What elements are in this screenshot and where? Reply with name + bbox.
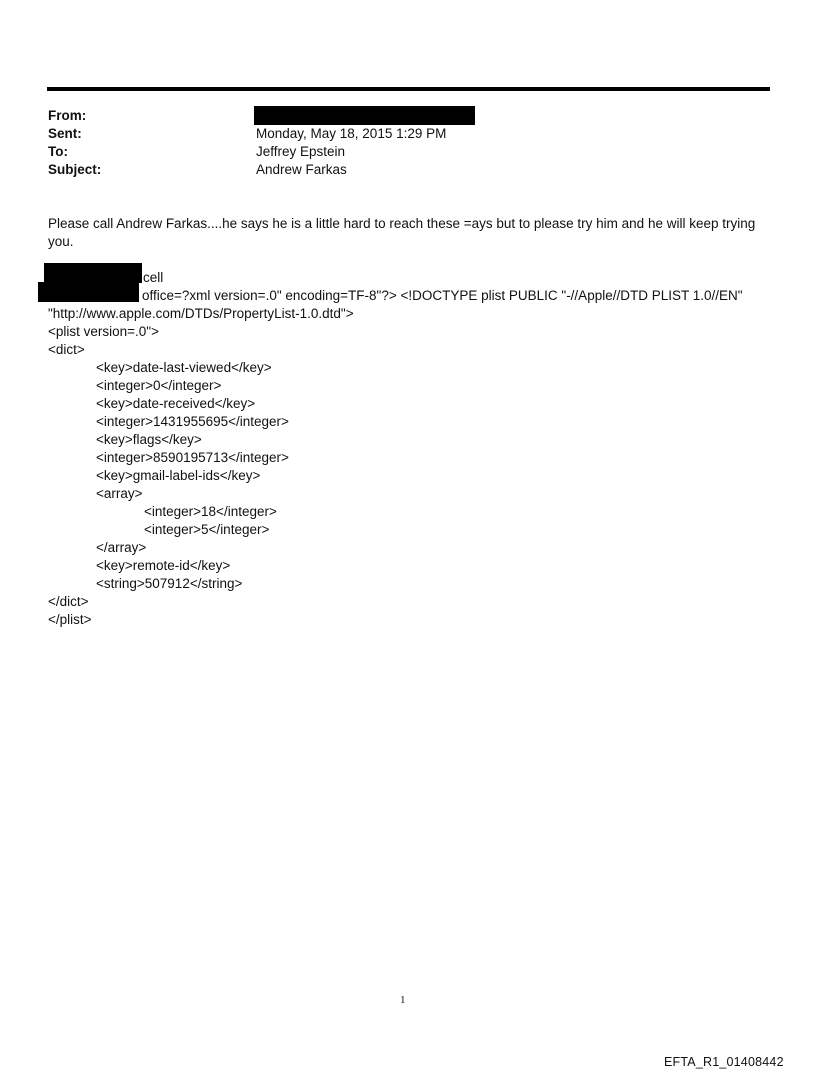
sent-row [48,125,748,143]
plist-line: </array> [96,540,147,555]
plist-line: <key>remote-id</key> [96,558,231,573]
plist-line: </dict> [48,594,89,609]
plist-line: <integer>5</integer> [144,522,270,537]
plist-line: <string>507912</string> [96,576,243,591]
plist-line: </plist> [48,612,92,627]
subject-value: Andrew Farkas [256,162,347,177]
message-paragraph: Please call Andrew Farkas....he says he is a little hard to reach these =ays but to please try him and he will keep trying you. [48,216,756,249]
plist-line: <integer>1431955695</integer> [96,414,289,429]
plist-line: <plist version=.0"> [48,324,159,339]
plist-line: "http://www.apple.com/DTDs/PropertyList-1.0.dtd"> [48,306,354,321]
cell-redaction [44,263,142,283]
cell-label: cell [143,270,164,285]
plist-line: <key>date-received</key> [96,396,256,411]
to-label: To: [48,144,68,159]
from-redaction [254,106,475,125]
plist-line: <key>gmail-label-ids</key> [96,468,261,483]
document-id: EFTA_R1_01408442 [664,1055,784,1069]
from-label: From: [48,108,87,123]
to-row [48,143,748,161]
to-value: Jeffrey Epstein [256,144,346,159]
subject-row [48,161,748,179]
sent-label: Sent: [48,126,82,141]
plist-line: <integer>0</integer> [96,378,222,393]
office-line: office=?xml version=.0" encoding=TF-8"?> <!DOCTYPE plist PUBLIC "-//Apple//DTD PLIST 1.0//EN" [142,288,743,303]
plist-line: <integer>18</integer> [144,504,277,519]
plist-line: <dict> [48,342,85,357]
page-number: 1 [400,994,406,1006]
office-redaction [38,282,139,302]
sent-value: Monday, May 18, 2015 1:29 PM [256,126,447,141]
header-divider [47,87,770,91]
subject-label: Subject: [48,162,102,177]
plist-line: <integer>8590195713</integer> [96,450,289,465]
plist-line: <array> [96,486,143,501]
plist-line: <key>flags</key> [96,432,202,447]
plist-line: <key>date-last-viewed</key> [96,360,272,375]
